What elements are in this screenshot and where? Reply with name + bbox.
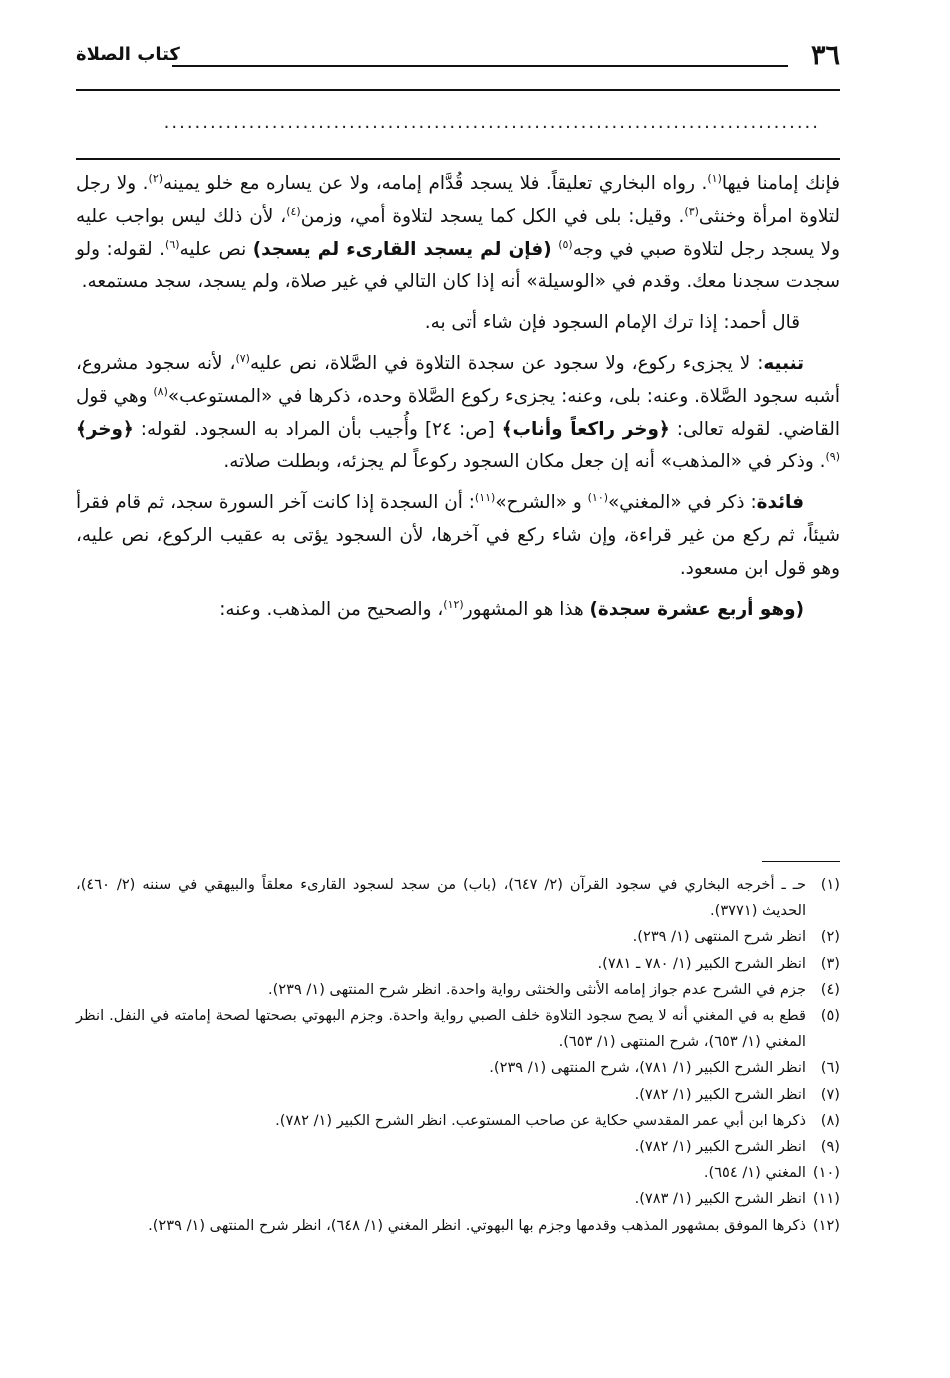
text-run: : لا يجزىء ركوع، ولا سجود عن سجدة التلاوة في الصَّلاة، نص عليه	[249, 352, 764, 374]
footnote-text: انظر شرح المنتهى (١/ ٢٣٩).	[632, 928, 806, 946]
text-run: . وقيل: بلى في الكل كما يسجد لتلاوة أمي، وزمن	[300, 205, 685, 227]
footnote-ref: (٤)	[286, 204, 301, 218]
text-run: . رواه البخاري تعليقاً. فلا يسجد قُدَّام إمامه، ولا عن يساره مع خلو يمينه	[163, 173, 708, 194]
footnote	[76, 1134, 840, 1160]
section-separator	[76, 158, 840, 160]
text-run: ، لأن ذلك ليس بواجب عليه ولا يسجد رجل لتلاوة صبي في وجه	[76, 205, 840, 260]
faida-label: فائدة	[756, 492, 805, 514]
text-run: نص عليه	[179, 238, 253, 260]
footnote	[76, 1003, 840, 1055]
footnote	[76, 951, 840, 977]
footnote-ref: (١٠)	[587, 491, 609, 505]
text-run: ، لأنه سجود مشروع، أشبه سجود الصَّلاة. وعنه: بلى، وعنه: يجزىء ركوع الصَّلاة وحده، ذكرها في «المستوعب»	[76, 352, 840, 407]
footnote	[76, 1055, 840, 1081]
paragraph-2	[76, 307, 840, 340]
footnote-ref: (٦)	[165, 237, 180, 251]
quran-verse: ﴿وخر راكعاً وأناب﴾	[501, 418, 670, 440]
footnote	[76, 924, 840, 950]
footnote-rule	[762, 861, 840, 862]
footnote	[76, 977, 840, 1003]
footnote-number: (١٠)	[812, 1164, 840, 1182]
omission-dots: .....................................................................................	[163, 112, 820, 133]
footnote-ref: (١)	[707, 171, 722, 185]
footnote	[76, 1186, 840, 1212]
footnote-text: المغني (١/ ٦٥٤).	[703, 1164, 806, 1182]
footnote	[76, 1108, 840, 1134]
footnote	[76, 1213, 840, 1239]
text-run: ، والصحيح من المذهب. وعنه:	[219, 598, 444, 620]
paragraph-5	[76, 594, 840, 627]
book-title: كتاب الصلاة	[76, 44, 180, 65]
footnote-number: (١٢)	[812, 1216, 840, 1234]
text-run: [ص: ٢٤] وأُجيب بأن المراد به السجود. لقوله:	[133, 418, 502, 440]
footnote-number: (١١)	[812, 1190, 840, 1208]
footnote-ref: (١٢)	[443, 597, 464, 611]
text-run: قال أحمد: إذا ترك الإمام السجود فإن شاء أتى به.	[424, 312, 800, 334]
footnote-ref: (٢)	[148, 171, 164, 185]
header-underline	[76, 89, 840, 91]
text-run: و «الشرح»	[495, 492, 588, 514]
footnote-number: (٩)	[820, 1138, 840, 1156]
page-number: ٣٦	[810, 40, 840, 71]
text-run: هذا هو المشهور	[463, 598, 590, 620]
paragraph-3	[76, 348, 840, 479]
quran-verse: ﴿وخر﴾	[76, 418, 134, 440]
text-run: . ولا رجل لتلاوة امرأة وخنثى	[76, 173, 840, 227]
header-rule	[172, 65, 788, 67]
footnote-text: جزم في الشرح عدم جواز إمامه الأنثى والخنثى رواية واحدة. انظر شرح المنتهى (١/ ٢٣٩).	[267, 980, 806, 998]
footnote-ref: (١١)	[474, 491, 496, 505]
footnote	[76, 872, 840, 924]
footnote-number: (٧)	[820, 1085, 840, 1103]
footnote-text: انظر الشرح الكبير (١/ ٧٨٠ ـ ٧٨١).	[597, 954, 806, 972]
footnote-number: (٢)	[820, 928, 840, 946]
text-run: : ذكر في «المغني»	[608, 492, 757, 514]
footnote	[76, 1082, 840, 1108]
footnotes	[76, 872, 840, 1239]
text-run: . لقوله: ولو سجدت سجدنا معك. وقدم في «الوسيلة» أنه إذا كان التالي في غير صلاة، ولم يسجد، سجد مستمعه.	[76, 238, 840, 293]
footnote-text: انظر الشرح الكبير (١/ ٧٨٣).	[634, 1190, 806, 1208]
footnote-text: ذكرها ابن أبي عمر المقدسي حكاية عن صاحب المستوعب. انظر الشرح الكبير (١/ ٧٨٢).	[275, 1111, 806, 1129]
footnote-number: (١)	[820, 876, 840, 893]
paragraph-4	[76, 487, 840, 585]
footnote-text: انظر الشرح الكبير (١/ ٧٨٢).	[634, 1085, 806, 1103]
text-run: فإنك إمامنا فيها	[721, 173, 840, 194]
footnote-text: انظر الشرح الكبير (١/ ٧٨٢).	[634, 1138, 806, 1156]
footnote-ref: (٩)	[825, 450, 840, 464]
footnote-number: (٦)	[820, 1059, 840, 1077]
footnote-text: حـ ـ أخرجه البخاري في سجود القرآن (٢/ ٦٤٧)، (باب) من سجد لسجود القارىء معلقاً والبيهقي في سننه (٢/ ٤٦٠)، الحديث (٣٧٧١).	[76, 876, 807, 920]
footnote-ref: (٥)	[558, 237, 573, 251]
matn-text: (وهو أربع عشرة سجدة)	[589, 598, 804, 620]
footnote-ref: (٨)	[153, 384, 168, 398]
text-run: : أن السجدة إذا كانت آخر السورة سجد، ثم قام فقرأ شيئاً، ثم ركع من غير قراءة، وإن شاء ركع في آخرها، لأن السجود يؤتى به عقيب الركوع، نص عليه، وهو قول ابن مسعود.	[76, 492, 840, 579]
footnote-number: (٨)	[820, 1111, 840, 1129]
page-header	[76, 40, 840, 78]
footnote-number: (٣)	[820, 954, 840, 972]
footnote-number: (٥)	[820, 1007, 840, 1025]
text-run: وهي قول القاضي. لقوله تعالى:	[76, 385, 840, 440]
footnote-number: (٤)	[820, 980, 840, 998]
footnote-text: انظر الشرح الكبير (١/ ٧٨١)، شرح المنتهى (١/ ٢٣٩).	[489, 1059, 806, 1077]
footnote-ref: (٧)	[235, 351, 250, 365]
footnote	[76, 1160, 840, 1186]
paragraph-1	[76, 168, 840, 299]
tanbih-label: تنبيه	[763, 352, 804, 374]
text-run: . وذكر في «المذهب» أنه إن جعل مكان السجود ركوعاً لم يجزئه، وبطلت صلاته.	[223, 451, 826, 473]
footnote-text: قطع به في المغني أنه لا يصح سجود التلاوة خلف الصبي رواية واحدة. وجزم البهوتي بصحتها لصحة إمامته في النفل. انظر المغني (١/ ٦٥٣)، شرح المنتهى (١/ ٦٥٣).	[76, 1007, 806, 1051]
footnote-ref: (٣)	[684, 204, 699, 218]
matn-text: (فإن لم يسجد القارىء لم يسجد)	[252, 238, 552, 260]
main-text	[76, 168, 840, 626]
footnote-text: ذكرها الموفق بمشهور المذهب وقدمها وجزم بها البهوتي. انظر المغني (١/ ٦٤٨)، انظر شرح المنتهى (١/ ٢٣٩).	[148, 1216, 806, 1234]
book-page	[76, 40, 840, 1234]
